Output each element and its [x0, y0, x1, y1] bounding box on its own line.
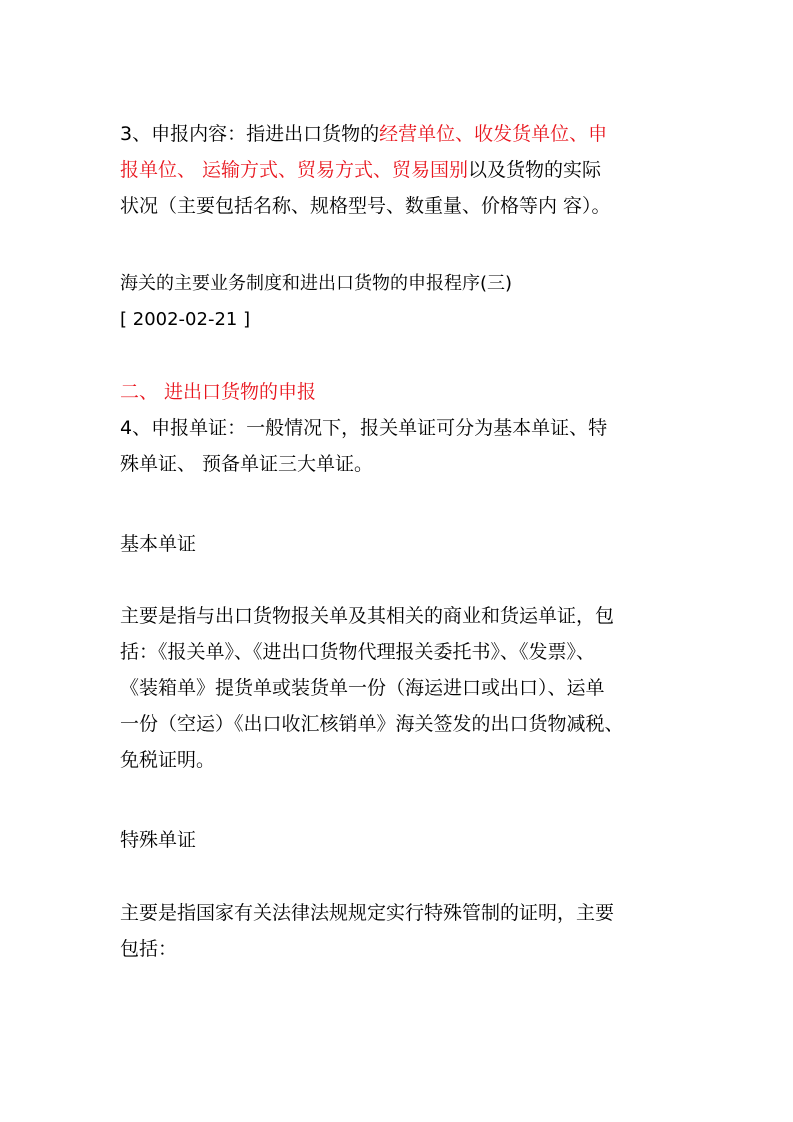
paragraph-declaration-content: [120, 116, 680, 224]
text-line: 免税证明。: [120, 749, 216, 771]
heading-special-documents: [120, 822, 680, 858]
text-line: [120, 116, 680, 152]
highlighted-text: 经营单位、收发货单位、申: [379, 123, 608, 145]
text-run: 3、申报内容：指进出口货物的: [120, 123, 380, 145]
subheading: 特殊单证: [120, 829, 197, 851]
text-line: 一份（空运）《出口收汇核销单》海关签发的出口货物减税、: [120, 713, 624, 735]
article-title: 海关的主要业务制度和进出口货物的申报程序(三): [120, 273, 513, 294]
text-line: 《装箱单》提货单或装货单一份（海运进口或出口）、运单: [120, 677, 605, 699]
heading-basic-documents: [120, 526, 680, 562]
text-line: 殊单证、 预备单证三大单证。: [120, 453, 374, 475]
section-heading: 二、 进出口货物的申报: [120, 381, 317, 403]
text-line: 包括：: [120, 938, 178, 960]
text-line: 状况（主要包括名称、规格型号、数重量、价格等内 容）。: [120, 195, 611, 217]
text-line: 主要是指国家有关法律法规规定实行特殊管制的证明，主要: [120, 902, 615, 924]
text-line: [120, 152, 680, 188]
highlighted-text: 报单位、 运输方式、贸易方式、贸易国别: [120, 159, 469, 181]
text-line: 括：《报关单》、《进出口货物代理报关委托书》、《发票》、: [120, 641, 596, 663]
section-declaration: [120, 374, 680, 482]
paragraph-basic-documents: [120, 598, 680, 778]
article-date: [ 2002-02-21 ]: [120, 309, 251, 330]
text-line: 主要是指与出口货物报关单及其相关的商业和货运单证，包: [120, 605, 615, 627]
subheading: 基本单证: [120, 533, 197, 555]
paragraph-special-documents: [120, 895, 680, 967]
text-line: 4、申报单证：一般情况下，报关单证可分为基本单证、特: [120, 417, 608, 439]
text-run: 以及货物的实际: [468, 159, 602, 181]
article-header: [120, 266, 680, 338]
